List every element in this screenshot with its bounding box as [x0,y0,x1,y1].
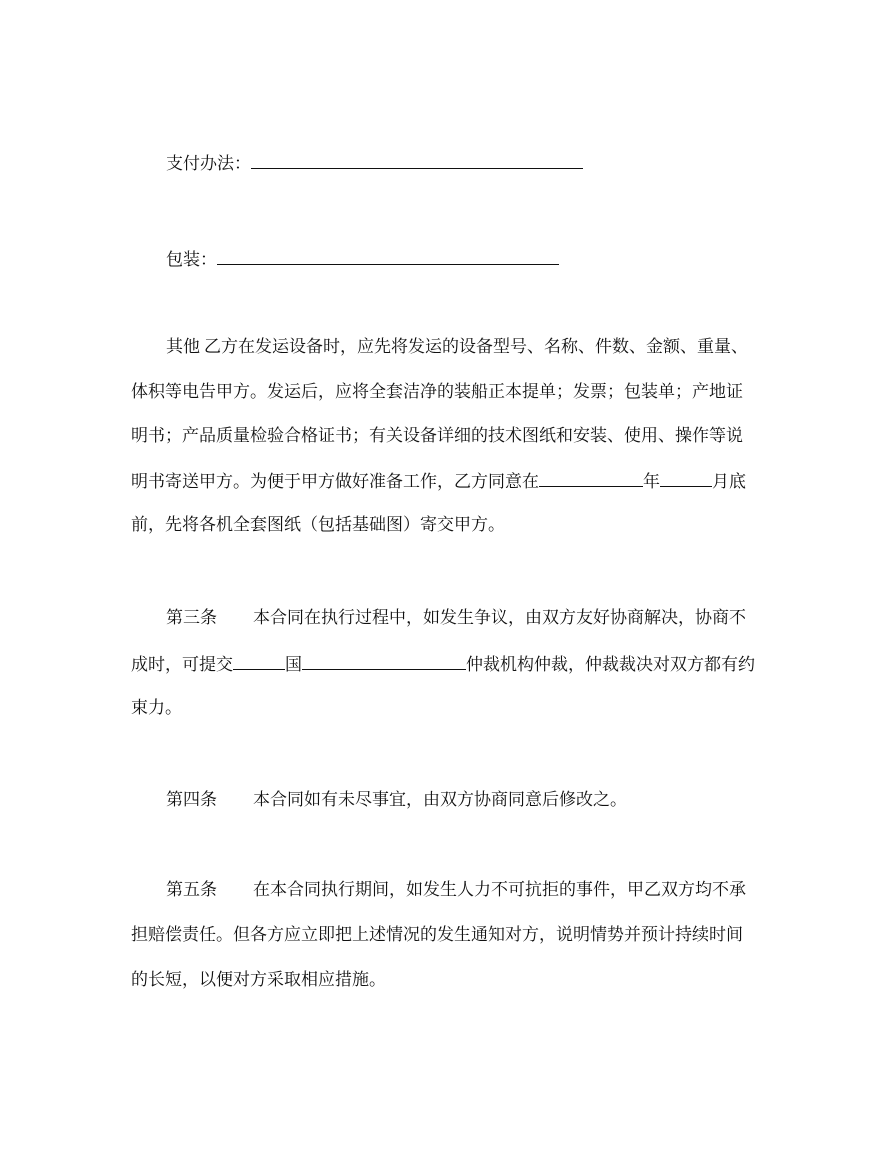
other-line-5: 前，先将各机全套图纸（包括基础图）寄交甲方。 [131,515,505,535]
other-line-4: 明书寄送甲方。为便于甲方做好准备工作，乙方同意在 年 月底 [131,469,746,493]
payment-blank [251,151,583,169]
packaging-blank [217,247,559,265]
article5-line-2: 担赔偿责任。但各方应立即把上述情况的发生通知对方，说明情势并预计持续时间 [131,925,743,945]
article3-line-2: 成时，可提交 国 仲裁机构仲裁，仲裁裁决对双方都有约 [131,652,755,676]
month-blank [660,469,712,487]
article3-line-3: 束力。 [131,698,182,718]
other-line-1 [166,336,748,358]
article5-number: 第五条 [166,880,217,900]
other-lead: 其他 [166,337,200,357]
payment-line [166,151,583,175]
article3-line-1: 第三条 本合同在执行过程中，如发生争议，由双方友好协商解决，协商不 [166,608,746,628]
article4-line: 第四条 本合同如有未尽事宜，由双方协商同意后修改之。 [166,790,627,810]
article3-blank-long [302,652,466,670]
article5-line-1: 第五条 在本合同执行期间，如发生人力不可抗拒的事件，甲乙双方均不承 [166,880,746,900]
article5-line-3: 的长短，以便对方采取相应措施。 [131,970,386,990]
year-blank [539,469,643,487]
other-line-2: 体积等电告甲方。发运后，应将全套洁净的装船正本提单；发票；包装单；产地证 [131,382,743,402]
article3-blank-short [233,652,285,670]
article4-number: 第四条 [166,790,217,810]
other-line-3: 明书；产品质量检验合格证书；有关设备详细的技术图纸和安装、使用、操作等说 [131,426,743,446]
article3-number: 第三条 [166,608,217,628]
packaging-label: 包装： [166,250,217,270]
other-line1-text: 乙方在发运设备时，应先将发运的设备型号、名称、件数、金额、重量、 [204,337,748,357]
payment-label: 支付办法： [166,154,251,174]
packaging-line [166,247,559,271]
